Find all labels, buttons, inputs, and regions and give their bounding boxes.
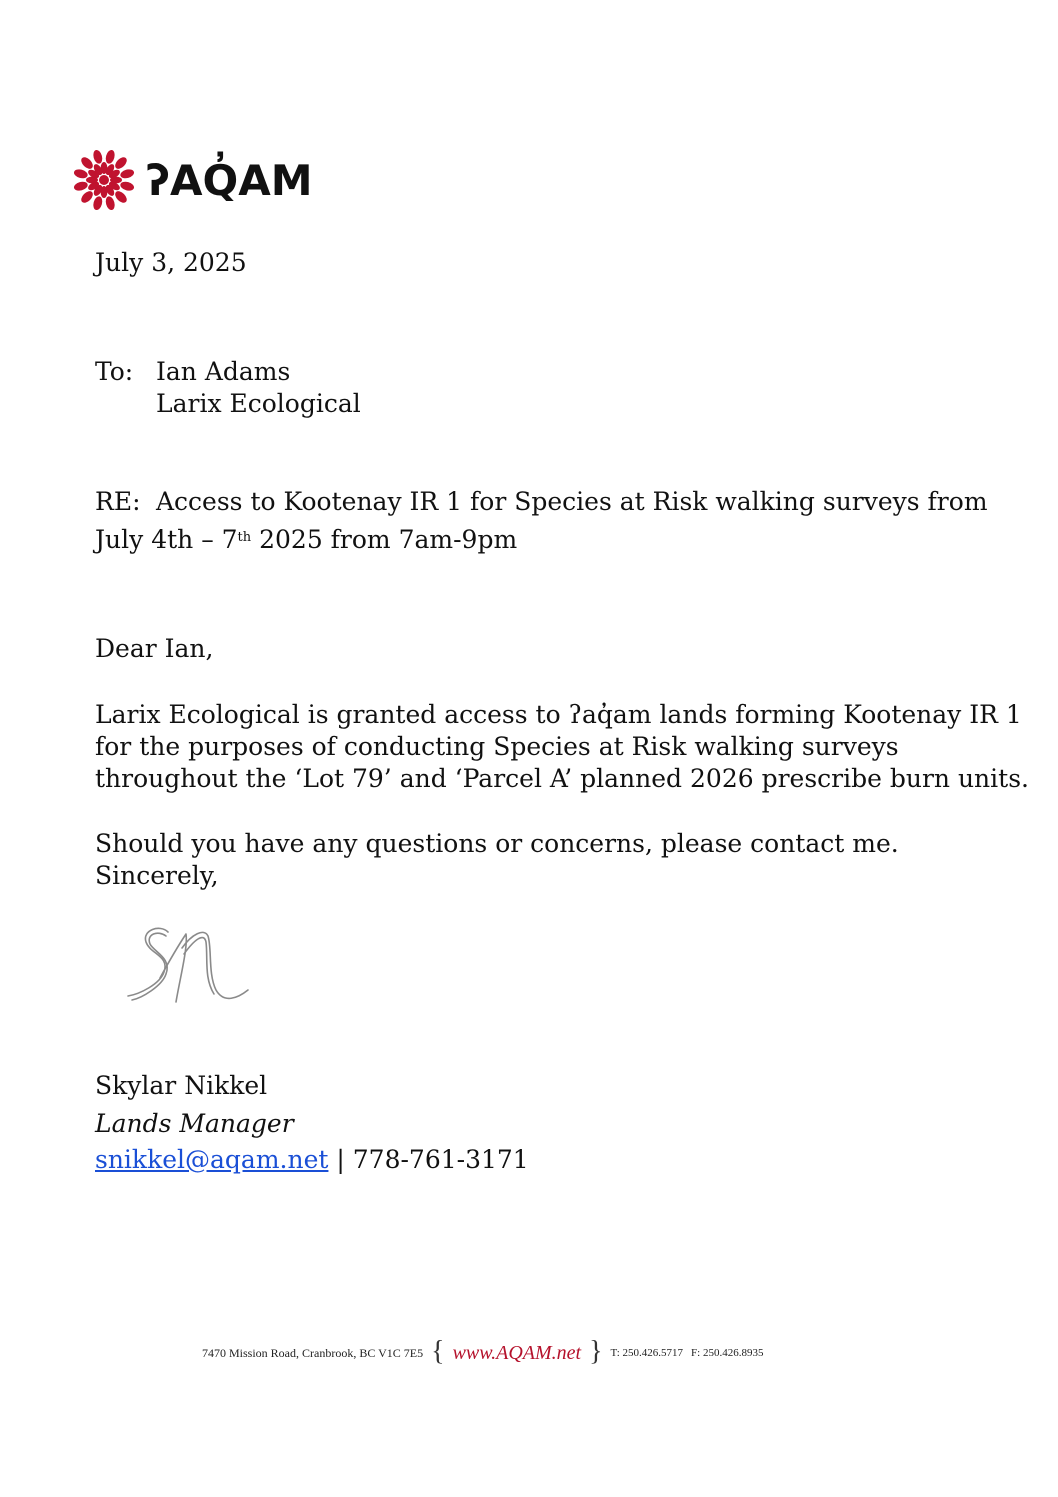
sign-off: Sincerely,: [95, 861, 219, 890]
subject-times: 2025 from 7am-9pm: [251, 525, 518, 554]
body-line-3: throughout the ‘Lot 79’ and ‘Parcel A’ planned 2026 prescribe burn units.: [95, 764, 1029, 793]
closing-line: Should you have any questions or concerns, please contact me.: [95, 829, 899, 858]
re-label: RE:: [95, 487, 141, 516]
subject-line-1: Access to Kootenay IR 1 for Species at Risk walking surveys from: [156, 487, 988, 516]
close-brace: }: [589, 1336, 603, 1367]
website-link[interactable]: www.AQAM.net: [452, 1341, 582, 1364]
recipient-name-line: [95, 355, 133, 388]
footer-telephone: T: 250.426.5717: [610, 1347, 684, 1359]
letter-date: July 3, 2025: [95, 248, 247, 277]
phone-number: 778-761-3171: [352, 1145, 529, 1174]
recipient-name: Ian Adams: [156, 357, 291, 386]
open-brace: {: [431, 1336, 445, 1367]
subject-line-2: [95, 523, 517, 556]
logo-wordmark: ʔAQ̓AM: [146, 155, 313, 205]
email-link[interactable]: snikkel@aqam.net: [95, 1145, 329, 1174]
salutation: Dear Ian,: [95, 634, 214, 663]
subject-dates: July 4th – 7: [95, 525, 238, 554]
footer-address: 7470 Mission Road, Cranbrook, BC V1C 7E5: [202, 1345, 424, 1360]
recipient-org: Larix Ecological: [156, 389, 361, 418]
letterhead-footer: [202, 1338, 842, 1368]
aqam-logo: [72, 138, 332, 222]
signatory-name: Skylar Nikkel: [95, 1071, 268, 1100]
contact-line: [95, 1143, 529, 1176]
ordinal-suffix: th: [237, 530, 252, 545]
flower-logo-icon: [72, 148, 136, 212]
signatory-title: Lands Manager: [95, 1109, 294, 1138]
handwritten-signature: [120, 918, 260, 1018]
body-line-1: Larix Ecological is granted access to ʔaq̓am lands forming Kootenay IR 1: [95, 700, 1022, 729]
body-line-2: for the purposes of conducting Species at Risk walking surveys: [95, 732, 899, 761]
footer-fax: F: 250.426.8935: [691, 1347, 764, 1359]
to-label: To:: [95, 357, 134, 386]
separator: |: [328, 1145, 353, 1174]
